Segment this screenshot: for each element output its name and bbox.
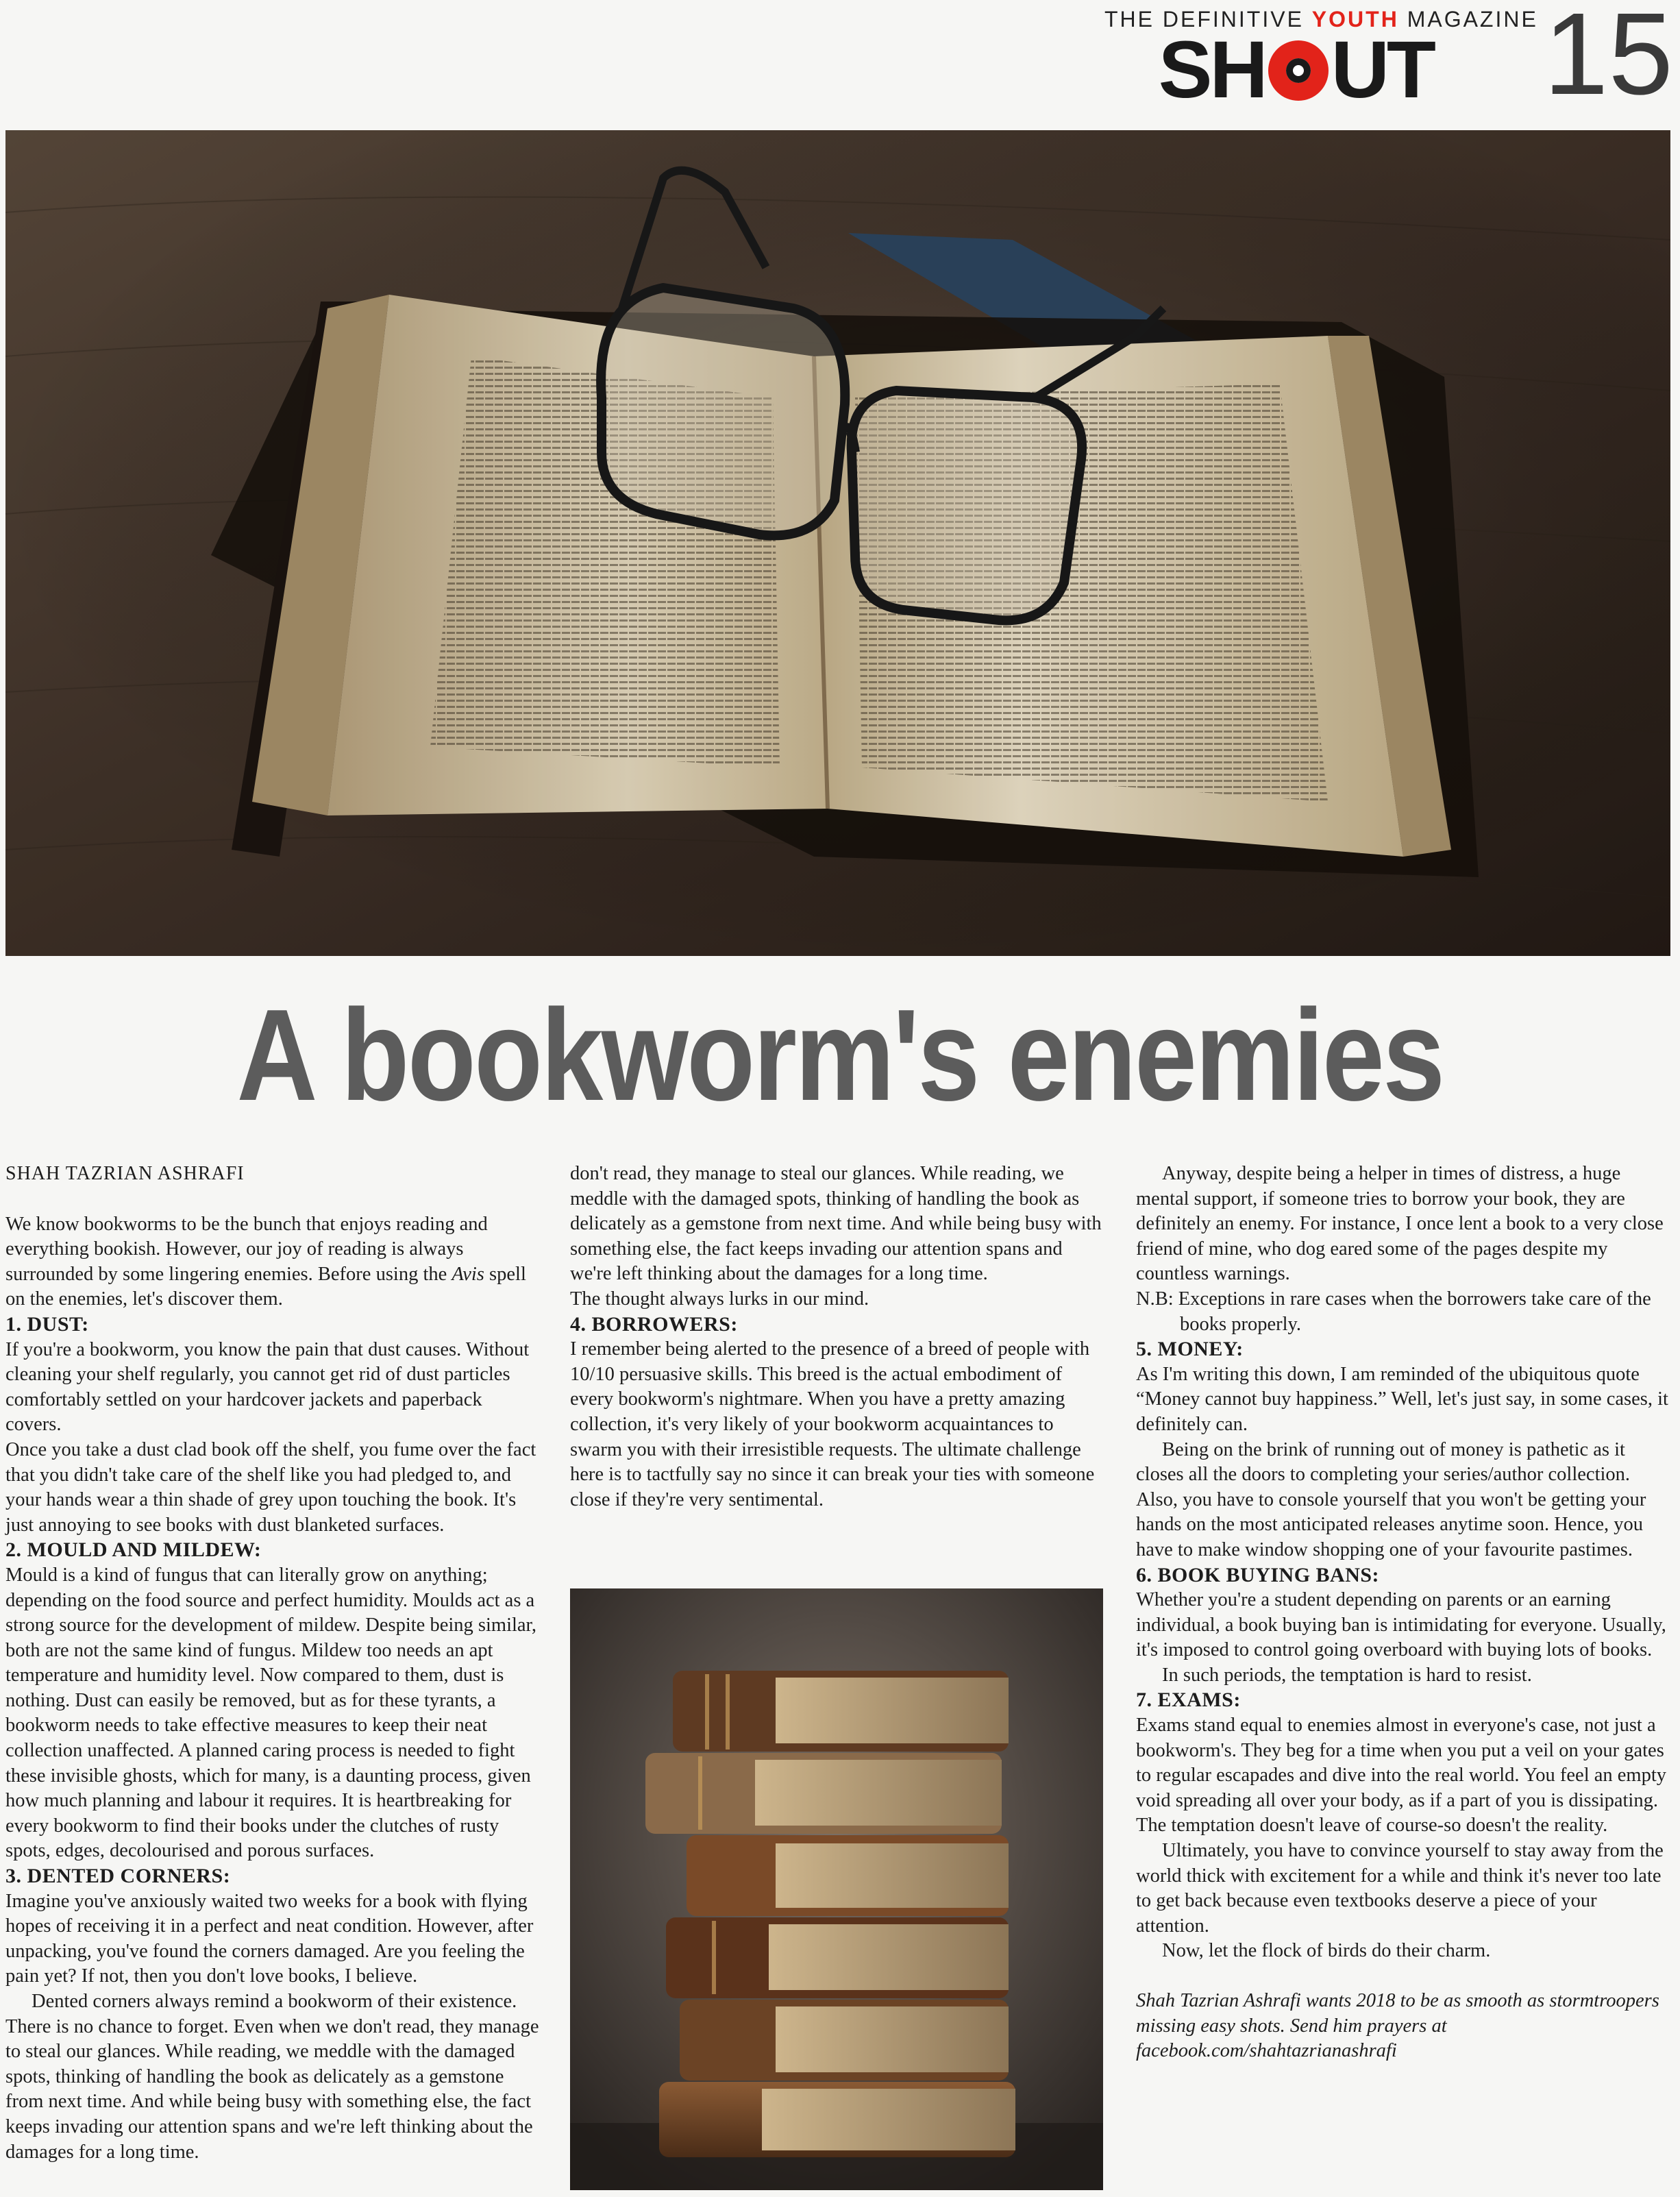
author-note: Shah Tazrian Ashrafi wants 2018 to be as smooth as stormtroopers missing easy shots. Send him prayers at facebook.com/shahtazrianashrafi [1136,1990,1659,2062]
paragraph: Mould is a kind of fungus that can literally grow on anything; depending on the food source and perfect humidity. Moulds act as a strong source for the development of mildew. Despite being similar, both are not the same kind of fungus. Mildew too needs an apt temperature and humidity level. Now compared to them, dust is nothing. Dust can easily be removed, but as for these tyrants, a bookworm needs to take effective measures to keep their neat collection unaffected. A planned caring process is needed to fight these invisible ghosts, which for many, is a daunting process, given how much planning and labour it requires. It is heartbreaking for every bookworm to find their books under the clutches of rusty spots, edges, decolourised and porous surfaces. [5,1564,537,1862]
note-paragraph: N.B: Exceptions in rare cases when the borrowers take care of the books properly. [1136,1288,1651,1335]
intro-text: We know bookworms to be the bunch that enjoys reading and everything bookish. However, our joy of reading is always surrounded by some lingering enemies. Before using the [5,1213,488,1285]
paragraph: Being on the brink of running out of money is pathetic as it closes all the doors to completing your series/author collection. Also, you have to console yourself that you won't be getting your hands on the most anticipated releases anytime soon. Hence, you have to make window shopping one of your favourite pastimes. [1136,1438,1646,1560]
section-heading-borrowers: 4. BORROWERS: [570,1312,738,1336]
byline: SHAH TAZRIAN ASHRAFI [5,1163,245,1184]
paragraph: Now, let the flock of birds do their charm. [1162,1940,1491,1962]
paragraph: Whether you're a student depending on parents or an earning individual, a book buying ban is intimidating for everyone. Usually, it's imposed to control going overboard with buying lots of books. [1136,1589,1666,1661]
book-stack-image [570,1588,1103,2190]
book-stack-illustration [570,1588,1103,2190]
logo-text-start: SH [1158,25,1265,115]
section-heading-money: 5. MONEY: [1136,1338,1244,1361]
tagline-highlight: YOUTH [1311,7,1399,32]
logo-o-icon [1268,40,1329,101]
section-heading-dented-corners: 3. DENTED CORNERS: [5,1865,231,1888]
article-column-1 [5,1162,541,2163]
masthead [1104,5,1538,115]
paragraph: Dented corners always remind a bookworm of their existence. There is no chance to forget. Even when we don't read, they manage to steal our glances. While reading, we meddle with the damaged spots, thinking of handling the book as delicately as a gemstone from next time. And while being busy with something else, the fact keeps invading our attention spans and we're left thinking about the damages for a long time. [5,1991,539,2163]
intro-text-end: spell on the enemies, let's discover them. [5,1263,526,1310]
paragraph: Imagine you've anxiously waited two weeks for a book with flying hopes of receiving it in a perfect and neat condition. However, after unpacking, you've found the corners damaged. Are you feeling the pain yet? If not, then you don't love books, I believe. [5,1890,534,1987]
book-stack [645,1671,1015,2157]
article-column-3 [1136,1162,1673,2064]
paragraph: Ultimately, you have to convince yourself to stay away from the world thick with excitement for a while and think it's never too late to get back because even textbooks deserve a piece of your attention. [1136,1840,1664,1937]
intro-paragraph [5,1212,541,1312]
article-column-2 [570,1162,1104,1512]
hero-image-open-book-glasses [5,130,1670,956]
intro-emphasis: Avis [452,1263,484,1285]
open-book-illustration [5,130,1670,956]
section-heading-dust: 1. DUST: [5,1312,89,1336]
section-heading-exams: 7. EXAMS: [1136,1689,1241,1712]
paragraph: Once you take a dust clad book off the shelf, you fume over the fact that you didn't take care of the shelf like you had pledged to, and your hands wear a thin shade of grey upon touching the book. It's just annoying to see books with dust blanketed surfaces. [5,1438,536,1536]
tagline-text-end: MAGAZINE [1398,7,1538,32]
paragraph: The thought always lurks in our mind. [570,1288,869,1310]
paragraph: If you're a bookworm, you know the pain that dust causes. Without cleaning your shelf regularly, you cannot get rid of dust particles comfortably settled on your hardcover jackets and paperback covers. [5,1338,530,1436]
shout-logo [1104,25,1433,115]
section-heading-book-buying-bans: 6. BOOK BUYING BANS: [1136,1563,1380,1586]
section-heading-mould: 2. MOULD AND MILDEW: [5,1538,262,1562]
page-number: 15 [1543,0,1673,119]
paragraph-continued: don't read, they manage to steal our glances. While reading, we meddle with the damaged spots, thinking of handling the book as delicately as a gemstone from next time. And while being busy with something else, the fact keeps invading our attention spans and we're left thinking about the damages for a long time. [570,1163,1102,1285]
article-headline: A bookworm's enemies [236,983,1444,1128]
paragraph: Exams stand equal to enemies almost in everyone's case, not just a bookworm's. They beg for a time when you put a veil on your gates to regular escapades and dive into the real world. You feel an empty void spreading all over your body, as if a part of you is dissipating. The temptation doesn't leave of course-so doesn't the reality. [1136,1715,1667,1837]
tagline-text: THE DEFINITIVE [1104,7,1312,32]
paragraph: In such periods, the temptation is hard to resist. [1162,1664,1532,1686]
paragraph: I remember being alerted to the presence of a breed of people with 10/10 persuasive skills. This breed is the actual embodiment of every bookworm's nightmare. When you have a pretty amazing collection, it's very likely of your bookworm acquaintances to swarm you with their irresistible requests. The ultimate challenge here is to tactfully say no since it can break your ties with someone close if they're very sentimental. [570,1338,1095,1510]
paragraph: As I'm writing this down, I am reminded of the ubiquitous quote “Money cannot buy happiness.” Well, let's just say, in some cases, it definitely can. [1136,1363,1668,1435]
paragraph: Anyway, despite being a helper in times of distress, a huge mental support, if someone tries to borrow your book, they are definitely an enemy. For instance, I once lent a book to a very close friend of mine, who dog eared some of the pages despite my countless warnings. [1136,1163,1664,1285]
logo-text-end: UT [1331,25,1433,115]
